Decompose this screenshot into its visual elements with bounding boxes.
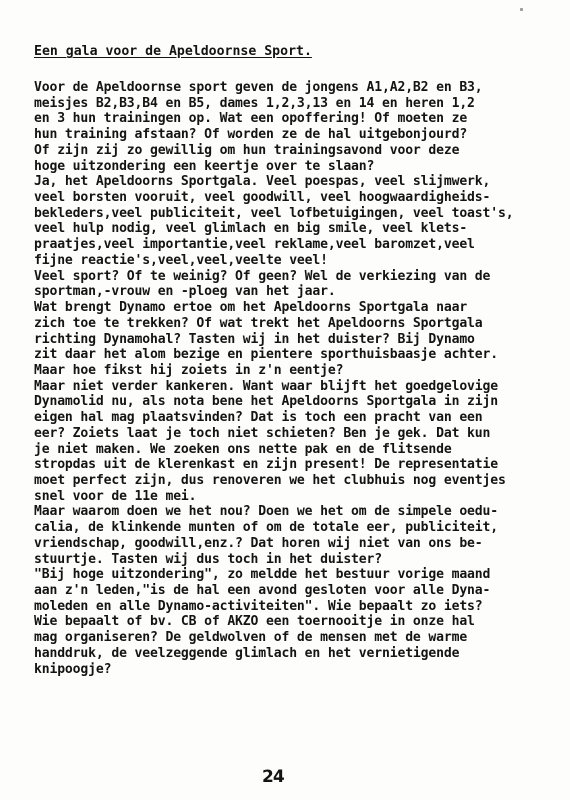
- text-line: hoge uitzondering een keertje over te slaan?: [34, 158, 375, 174]
- text-line: moleden en alle Dynamo-activiteiten". Wie bepaalt zo iets?: [34, 598, 483, 614]
- text-line: en 3 hun trainingen op. Wat een opoffering! Of moeten ze: [34, 111, 468, 127]
- text-line: richting Dynamohal? Tasten wij in het duister? Bij Dynamo: [34, 331, 475, 347]
- text-line: stuurtje. Tasten wij dus toch in het duister?: [34, 551, 382, 567]
- text-line: Maar niet verder kankeren. Want waar blijft het goedgelovige: [34, 378, 498, 394]
- text-line: veel borsten vooruit, veel goodwill, veel hoogwaardigheids-: [34, 190, 491, 206]
- text-line: knipoogje?: [34, 661, 112, 677]
- text-line: meisjes B2,B3,B4 en B5, dames 1,2,3,13 en 14 en heren 1,2: [34, 95, 475, 111]
- text-line: Wie bepaalt of bv. CB of AKZO een toernooitje in onze hal: [34, 614, 475, 630]
- text-line: bekleders,veel publiciteit, veel lofbetuigingen, veel toast's,: [34, 205, 514, 221]
- text-line: eer? Zoiets laat je toch niet schieten? Ben je gek. Dat kun: [34, 425, 491, 441]
- text-line: Voor de Apeldoornse sport geven de jongens A1,A2,B2 en B3,: [34, 80, 483, 95]
- text-line: Wat brengt Dynamo ertoe om het Apeldoorns Sportgala naar: [34, 300, 468, 316]
- text-line: je niet maken. We zoeken ons nette pak en de flitsende: [34, 441, 452, 457]
- text-line: Of zijn zij zo gewillig om hun trainingsavond voor deze: [34, 142, 460, 158]
- text-line: Ja, het Apeldoorns Sportgala. Veel poespas, veel slijmwerk,: [34, 174, 491, 190]
- text-line: moet perfect zijn, dus renoveren we het clubhuis nog eventjes: [34, 472, 506, 488]
- text-line: calia, de klinkende munten of om de totale eer, publiciteit,: [34, 520, 498, 536]
- scan-speck: [520, 8, 523, 11]
- text-line: mag organiseren? De geldwolven of de mensen met de warme: [34, 630, 468, 646]
- text-line: Maar hoe fikst hij zoiets in z'n eentje?: [34, 362, 344, 378]
- text-line: eigen hal mag plaatsvinden? Dat is toch een pracht van een: [34, 410, 483, 426]
- text-line: zit daar het alom bezige en pientere sporthuisbaasje achter.: [34, 347, 498, 363]
- text-line: "Bij hoge uitzondering", zo meldde het bestuur vorige maand: [34, 567, 491, 583]
- text-line: aan z'n leden,"is de hal een avond gesloten voor alle Dyna-: [34, 583, 491, 598]
- article-body: [34, 80, 554, 677]
- text-line: veel hulp nodig, veel glimlach en big smile, veel klets-: [34, 221, 468, 237]
- text-line: hun training afstaan? Of worden ze de hal uitgebonjourd?: [34, 127, 468, 143]
- article-title: Een gala voor de Apeldoornse Sport.: [34, 44, 312, 59]
- text-line: fijne reactie's,veel,veel,veelte veel!: [34, 252, 328, 268]
- text-line: sportman,-vrouw en -ploeg van het jaar.: [34, 284, 336, 300]
- text-line: handdruk, de veelzeggende glimlach en het vernietigende: [34, 645, 460, 661]
- text-line: Maar waarom doen we het nou? Doen we het om de simpele oedu-: [34, 504, 498, 520]
- text-line: Dynamolid nu, als nota bene het Apeldoorns Sportgala in zijn: [34, 394, 498, 410]
- text-line: vriendschap, goodwill,enz.? Dat horen wij niet van ons be-: [34, 535, 483, 551]
- page-number: 24: [262, 767, 284, 787]
- text-line: zich toe te trekken? Of wat trekt het Apeldoorns Sportgala: [34, 315, 483, 331]
- text-line: Veel sport? Of te weinig? Of geen? Wel de verkiezing van de: [34, 268, 491, 284]
- text-line: praatjes,veel importantie,veel reklame,veel baromzet,veel: [34, 237, 475, 253]
- text-line: stropdas uit de klerenkast en zijn present! De representatie: [34, 457, 498, 473]
- text-line: snel voor de 11e mei.: [34, 488, 197, 504]
